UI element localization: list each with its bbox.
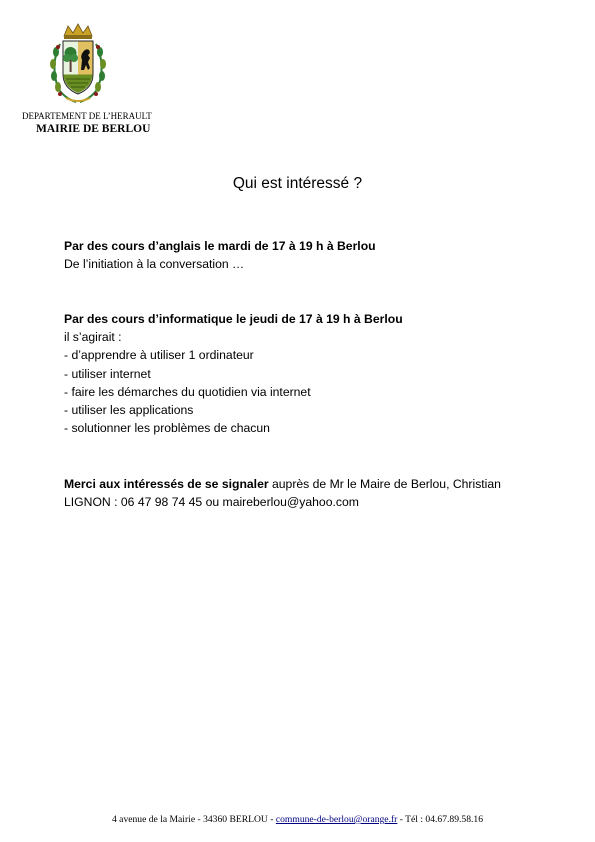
contact-text-1: auprès de Mr le Maire de Berlou, Christian [268, 477, 501, 491]
computer-course-section [64, 310, 544, 437]
computer-course-intro: il s’agirait : [64, 330, 122, 345]
contact-line-2: LIGNON : 06 47 98 74 45 ou maireberlou@yahoo.com [64, 495, 359, 510]
list-item: - faire les démarches du quotidien via internet [64, 384, 311, 399]
english-course-section [64, 237, 544, 273]
list-item: - solutionner les problèmes de chacun [64, 421, 270, 436]
footer-address: 4 avenue de la Mairie - 34360 BERLOU - [111, 814, 276, 825]
department-label: DEPARTEMENT DE L’HERAULT [22, 111, 152, 121]
computer-course-heading: Par des cours d’informatique le jeudi de 17 à 19 h à Berlou [64, 312, 403, 326]
contact-call-to-action: Merci aux intéressés de se signaler [64, 477, 269, 491]
list-item: - utiliser les applications [64, 403, 194, 418]
footer-email-link[interactable]: commune-de-berlou@orange.fr [275, 814, 398, 825]
list-item: - d’apprendre à utiliser 1 ordinateur [64, 348, 254, 363]
coat-of-arms-logo [46, 22, 110, 106]
page-title: Qui est intéressé ? [232, 175, 363, 192]
list-item: - utiliser internet [64, 366, 151, 381]
footer [0, 814, 595, 826]
footer-phone: - Tél : 04.67.89.58.16 [397, 814, 483, 825]
english-course-heading: Par des cours d’anglais le mardi de 17 à 19 h à Berlou [64, 239, 376, 253]
contact-line-1 [64, 475, 544, 493]
mairie-label: MAIRIE DE BERLOU [36, 123, 151, 135]
english-course-description: De l’initiation à la conversation … [64, 257, 245, 272]
contact-section [64, 475, 544, 511]
